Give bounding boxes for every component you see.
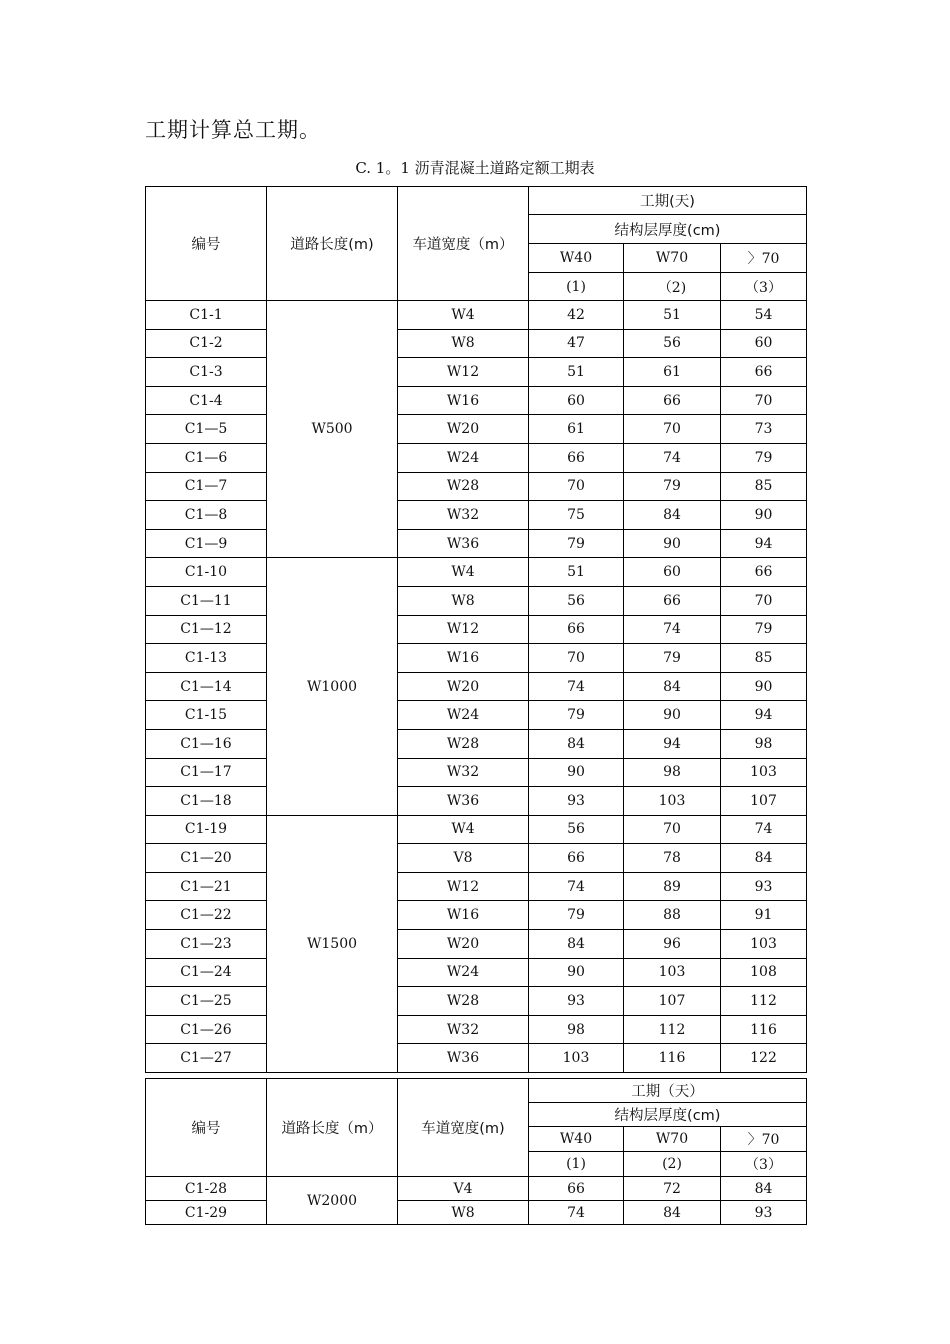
row-days-3: 112 [721, 987, 807, 1016]
row-days-3: 73 [721, 415, 807, 444]
row-lane-width: W20 [398, 930, 529, 959]
table-row [146, 1015, 807, 1044]
row-days-2: 74 [624, 615, 721, 644]
table-row [146, 501, 807, 530]
row-days-3: 66 [721, 558, 807, 587]
row-days-2: 61 [624, 358, 721, 387]
table-row [146, 1177, 807, 1201]
row-days-2: 51 [624, 301, 721, 330]
header-col-3: 〉70 [721, 244, 807, 273]
row-days-1: 74 [529, 672, 624, 701]
row-code: C1—18 [146, 787, 267, 816]
row-days-2: 84 [624, 1201, 721, 1225]
table-row [146, 586, 807, 615]
header-num-2: （2) [624, 273, 721, 301]
row-days-3: 116 [721, 1015, 807, 1044]
row-days-3: 91 [721, 901, 807, 930]
row-days-3: 103 [721, 930, 807, 959]
row-days-2: 70 [624, 415, 721, 444]
table-row [146, 1044, 807, 1073]
row-code: C1—27 [146, 1044, 267, 1073]
table-row [146, 644, 807, 673]
header-num-2: (2) [624, 1152, 721, 1177]
header-code: 编号 [146, 187, 267, 301]
row-days-1: 84 [529, 729, 624, 758]
row-days-2: 112 [624, 1015, 721, 1044]
table-header [146, 187, 807, 301]
row-road-length: W2000 [267, 1177, 398, 1225]
row-code: C1-29 [146, 1201, 267, 1225]
row-days-1: 60 [529, 386, 624, 415]
row-days-2: 74 [624, 443, 721, 472]
row-lane-width: W36 [398, 529, 529, 558]
row-code: C1—17 [146, 758, 267, 787]
row-code: C1-3 [146, 358, 267, 387]
row-days-2: 56 [624, 329, 721, 358]
header-col-3: 〉70 [721, 1127, 807, 1152]
row-days-1: 93 [529, 987, 624, 1016]
row-lane-width: W8 [398, 1201, 529, 1225]
row-days-3: 107 [721, 787, 807, 816]
row-lane-width: W28 [398, 472, 529, 501]
row-code: C1—11 [146, 586, 267, 615]
row-days-1: 74 [529, 1201, 624, 1225]
row-lane-width: W20 [398, 415, 529, 444]
table-row [146, 930, 807, 959]
header-num-1: (1) [529, 1152, 624, 1177]
table-header-repeat [146, 1079, 807, 1177]
table-row [146, 958, 807, 987]
row-lane-width: W12 [398, 615, 529, 644]
table-row [146, 386, 807, 415]
row-lane-width: V4 [398, 1177, 529, 1201]
row-days-1: 98 [529, 1015, 624, 1044]
table-row [146, 301, 807, 330]
table-row [146, 329, 807, 358]
row-days-2: 98 [624, 758, 721, 787]
row-days-2: 79 [624, 472, 721, 501]
row-code: C1-15 [146, 701, 267, 730]
row-days-3: 103 [721, 758, 807, 787]
row-days-3: 94 [721, 529, 807, 558]
schedule-table-continued [145, 1078, 807, 1225]
row-days-1: 66 [529, 1177, 624, 1201]
header-thickness: 结构层厚度(cm) [529, 1103, 807, 1127]
row-lane-width: W28 [398, 729, 529, 758]
header-length: 道路长度(m) [267, 187, 398, 301]
table-row [146, 443, 807, 472]
row-days-1: 51 [529, 558, 624, 587]
header-period: 工期(天) [529, 187, 807, 215]
row-code: C1-10 [146, 558, 267, 587]
row-days-3: 79 [721, 443, 807, 472]
row-days-3: 54 [721, 301, 807, 330]
row-lane-width: W16 [398, 386, 529, 415]
row-lane-width: W8 [398, 329, 529, 358]
row-days-1: 56 [529, 815, 624, 844]
table-row [146, 987, 807, 1016]
table-body-continued [146, 1177, 807, 1225]
row-code: C1—6 [146, 443, 267, 472]
row-days-1: 56 [529, 586, 624, 615]
table-row [146, 415, 807, 444]
row-code: C1—14 [146, 672, 267, 701]
row-days-2: 79 [624, 644, 721, 673]
row-days-1: 103 [529, 1044, 624, 1073]
row-road-length: W1000 [267, 558, 398, 815]
row-code: C1-1 [146, 301, 267, 330]
row-code: C1—7 [146, 472, 267, 501]
row-days-2: 107 [624, 987, 721, 1016]
table-row [146, 358, 807, 387]
row-days-2: 88 [624, 901, 721, 930]
row-days-3: 70 [721, 386, 807, 415]
row-code: C1-4 [146, 386, 267, 415]
table-row [146, 1201, 807, 1225]
row-days-2: 89 [624, 872, 721, 901]
row-days-3: 108 [721, 958, 807, 987]
row-lane-width: V8 [398, 844, 529, 873]
row-lane-width: W16 [398, 901, 529, 930]
row-road-length: W500 [267, 301, 398, 558]
row-lane-width: W32 [398, 758, 529, 787]
row-lane-width: W36 [398, 787, 529, 816]
row-days-1: 61 [529, 415, 624, 444]
header-col-2: W70 [624, 244, 721, 273]
row-lane-width: W4 [398, 558, 529, 587]
row-days-2: 84 [624, 672, 721, 701]
header-col-1: W40 [529, 1127, 624, 1152]
row-days-2: 66 [624, 586, 721, 615]
row-days-2: 66 [624, 386, 721, 415]
row-days-3: 74 [721, 815, 807, 844]
row-code: C1—9 [146, 529, 267, 558]
table-row [146, 729, 807, 758]
table-row [146, 901, 807, 930]
row-days-3: 85 [721, 644, 807, 673]
row-days-1: 79 [529, 529, 624, 558]
row-days-3: 122 [721, 1044, 807, 1073]
row-days-1: 93 [529, 787, 624, 816]
row-days-2: 103 [624, 787, 721, 816]
row-code: C1—8 [146, 501, 267, 530]
row-code: C1-13 [146, 644, 267, 673]
caption-title: 沥青混凝土道路定额工期表 [414, 159, 595, 177]
row-days-1: 75 [529, 501, 624, 530]
row-code: C1—25 [146, 987, 267, 1016]
row-days-3: 85 [721, 472, 807, 501]
table-row [146, 758, 807, 787]
row-days-1: 42 [529, 301, 624, 330]
row-code: C1—5 [146, 415, 267, 444]
row-code: C1-28 [146, 1177, 267, 1201]
table-row [146, 872, 807, 901]
header-period: 工期（天） [529, 1079, 807, 1103]
row-lane-width: W28 [398, 987, 529, 1016]
row-days-2: 90 [624, 529, 721, 558]
row-lane-width: W24 [398, 443, 529, 472]
row-lane-width: W36 [398, 1044, 529, 1073]
row-code: C1—23 [146, 930, 267, 959]
row-lane-width: W12 [398, 872, 529, 901]
row-days-2: 70 [624, 815, 721, 844]
table-row [146, 558, 807, 587]
header-num-3: （3） [721, 1152, 807, 1177]
row-days-1: 70 [529, 472, 624, 501]
schedule-table [145, 186, 807, 1073]
row-code: C1—26 [146, 1015, 267, 1044]
table-row [146, 844, 807, 873]
row-days-1: 66 [529, 615, 624, 644]
row-code: C1—22 [146, 901, 267, 930]
header-length: 道路长度（m） [267, 1079, 398, 1177]
row-code: C1—12 [146, 615, 267, 644]
row-lane-width: W16 [398, 644, 529, 673]
header-col-2: W70 [624, 1127, 721, 1152]
row-days-3: 66 [721, 358, 807, 387]
row-days-3: 90 [721, 672, 807, 701]
row-days-1: 74 [529, 872, 624, 901]
table-body [146, 301, 807, 1073]
table-row [146, 815, 807, 844]
row-lane-width: W4 [398, 815, 529, 844]
row-days-2: 78 [624, 844, 721, 873]
header-col-1: W40 [529, 244, 624, 273]
row-days-3: 93 [721, 1201, 807, 1225]
row-days-3: 93 [721, 872, 807, 901]
row-code: C1-2 [146, 329, 267, 358]
row-lane-width: W20 [398, 672, 529, 701]
row-days-3: 60 [721, 329, 807, 358]
header-thickness: 结构层厚度(cm) [529, 215, 807, 244]
row-lane-width: W32 [398, 501, 529, 530]
row-code: C1—20 [146, 844, 267, 873]
table-caption [0, 157, 950, 178]
table-row [146, 529, 807, 558]
row-days-1: 66 [529, 443, 624, 472]
row-days-3: 94 [721, 701, 807, 730]
row-days-3: 98 [721, 729, 807, 758]
table-row [146, 701, 807, 730]
row-days-3: 90 [721, 501, 807, 530]
row-days-3: 84 [721, 844, 807, 873]
row-days-1: 66 [529, 844, 624, 873]
row-days-2: 84 [624, 501, 721, 530]
table-row [146, 615, 807, 644]
row-code: C1—24 [146, 958, 267, 987]
row-days-2: 96 [624, 930, 721, 959]
row-lane-width: W8 [398, 586, 529, 615]
table-row [146, 472, 807, 501]
table-row [146, 672, 807, 701]
intro-text: 工期计算总工期。 [145, 118, 321, 142]
row-code: C1-19 [146, 815, 267, 844]
row-code: C1—21 [146, 872, 267, 901]
row-code: C1—16 [146, 729, 267, 758]
header-width: 车道宽度（m） [398, 187, 529, 301]
row-days-1: 79 [529, 701, 624, 730]
header-code: 编号 [146, 1079, 267, 1177]
row-days-1: 79 [529, 901, 624, 930]
row-lane-width: W4 [398, 301, 529, 330]
header-num-1: (1) [529, 273, 624, 301]
row-days-1: 47 [529, 329, 624, 358]
row-days-2: 72 [624, 1177, 721, 1201]
row-days-1: 84 [529, 930, 624, 959]
row-days-3: 79 [721, 615, 807, 644]
row-days-1: 90 [529, 958, 624, 987]
row-days-1: 51 [529, 358, 624, 387]
row-lane-width: W12 [398, 358, 529, 387]
row-days-2: 60 [624, 558, 721, 587]
row-road-length: W1500 [267, 815, 398, 1072]
row-lane-width: W24 [398, 701, 529, 730]
row-days-3: 70 [721, 586, 807, 615]
row-days-2: 116 [624, 1044, 721, 1073]
row-days-2: 103 [624, 958, 721, 987]
row-days-3: 84 [721, 1177, 807, 1201]
row-days-2: 90 [624, 701, 721, 730]
row-days-1: 90 [529, 758, 624, 787]
caption-lead: C. 1。1 [355, 159, 410, 177]
row-days-2: 94 [624, 729, 721, 758]
header-width: 车道宽度(m) [398, 1079, 529, 1177]
row-days-1: 70 [529, 644, 624, 673]
row-lane-width: W24 [398, 958, 529, 987]
row-lane-width: W32 [398, 1015, 529, 1044]
header-num-3: （3） [721, 273, 807, 301]
table-row [146, 787, 807, 816]
